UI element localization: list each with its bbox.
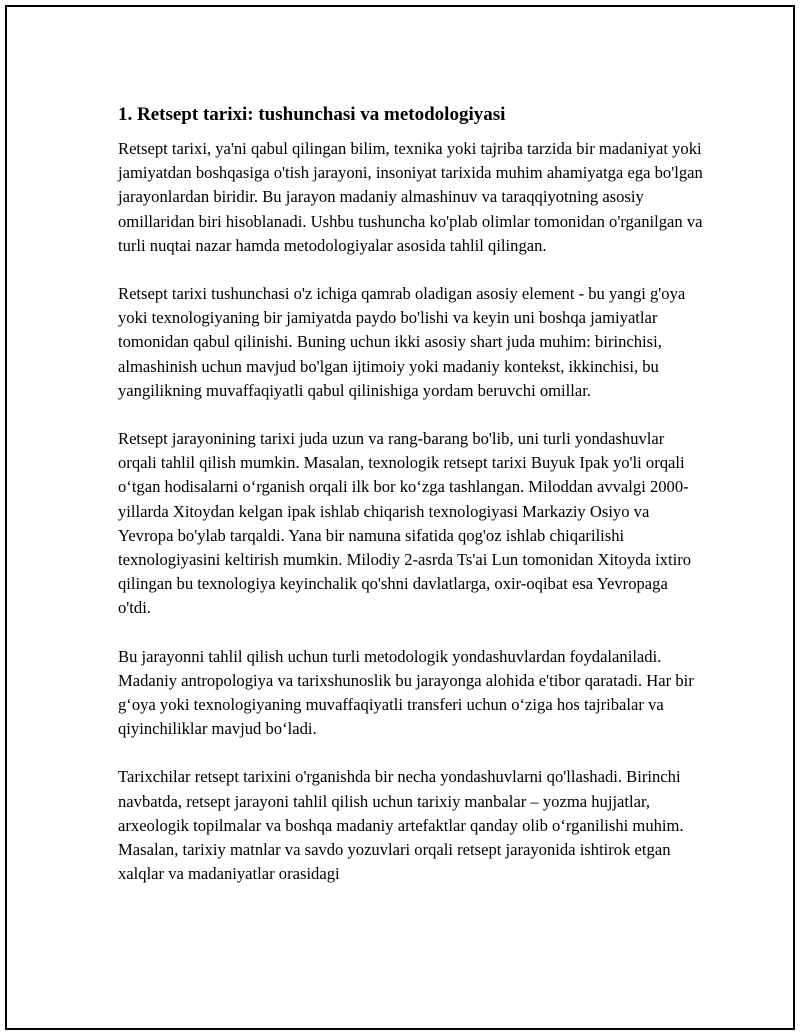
section-heading: 1. Retsept tarixi: tushunchasi va metodologiyasi	[118, 104, 506, 125]
paragraph-2: Retsept tarixi tushunchasi o'z ichiga qamrab oladigan asosiy element - bu yangi g'oya yoki texnologiyaning bir jamiyatda paydo bo'lishi va keyin uni boshqa jamiyatlar tomonidan qabul qilinishi. Buning uchun ikki asosiy shart juda muhim: birinchisi, almashinish uchun mavjud bo'lgan ijtimoiy yoki madaniy kontekst, ikkinchisi, bu yangilikning muvaffaqiyatli qabul qilinishiga yordam beruvchi omillar.	[118, 284, 686, 400]
paragraph-3: Retsept jarayonining tarixi juda uzun va rang-barang bo'lib, uni turli yondashuvlar orqali tahlil qilish mumkin. Masalan, texnologik retsept tarixi Buyuk Ipak yo'li orqali o‘tgan hodisalarni o‘rganish orqali ilk bor ko‘zga tashlangan. Miloddan avvalgi 2000-yillarda Xitoydan kelgan ipak ishlab chiqarish texnologiyasi Markaziy Osiyo va Yevropa bo'ylab tarqaldi. Yana bir namuna sifatida qog'oz ishlab chiqarilishi texnologiyasini keltirish mumkin. Milodiy 2-asrda Ts'ai Lun tomonidan Xitoyda ixtiro qilingan bu texnologiya keyinchalik qo'shni davlatlarga, oxir-oqibat esa Yevropaga o'tdi.	[118, 429, 692, 618]
paragraph-5: Tarixchilar retsept tarixini o'rganishda bir necha yondashuvlarni qo'llashadi. Birinchi navbatda, retsept jarayoni tahlil qilish uchun tarixiy manbalar – yozma hujjatlar, arxeologik topilmalar va boshqa madaniy artefaktlar qanday olib o‘rganilishi muhim. Masalan, tarixiy matnlar va savdo yozuvlari orqali retsept jarayonida ishtirok etgan xalqlar va madaniyatlar orasidagi	[118, 767, 684, 884]
document-body	[118, 103, 703, 910]
paragraph-4: Bu jarayonni tahlil qilish uchun turli metodologik yondashuvlardan foydalaniladi. Madaniy antropologiya va tarixshunoslik bu jarayonga alohida e'tibor qaratadi. Har bir g‘oya yoki texnologiyaning muvaffaqiyatli transferi uchun o‘ziga hos tajribalar va qiyinchiliklar mavjud bo‘ladi.	[118, 646, 694, 739]
page-frame	[5, 5, 795, 1030]
paragraph-1: Retsept tarixi, ya'ni qabul qilingan bilim, texnika yoki tajriba tarzida bir madaniyat yoki jamiyatdan boshqasiga o'tish jarayoni, insoniyat tarixida muhim ahamiyatga ega bo'lgan jarayonlardan biridir. Bu jarayon madaniy almashinuv va taraqqiyotning asosiy omillaridan biri hisoblanadi. Ushbu tushuncha ko'plab olimlar tomonidan o'rganilgan va turli nuqtai nazar hamda metodologiyalar asosida tahlil qilingan.	[118, 139, 703, 255]
